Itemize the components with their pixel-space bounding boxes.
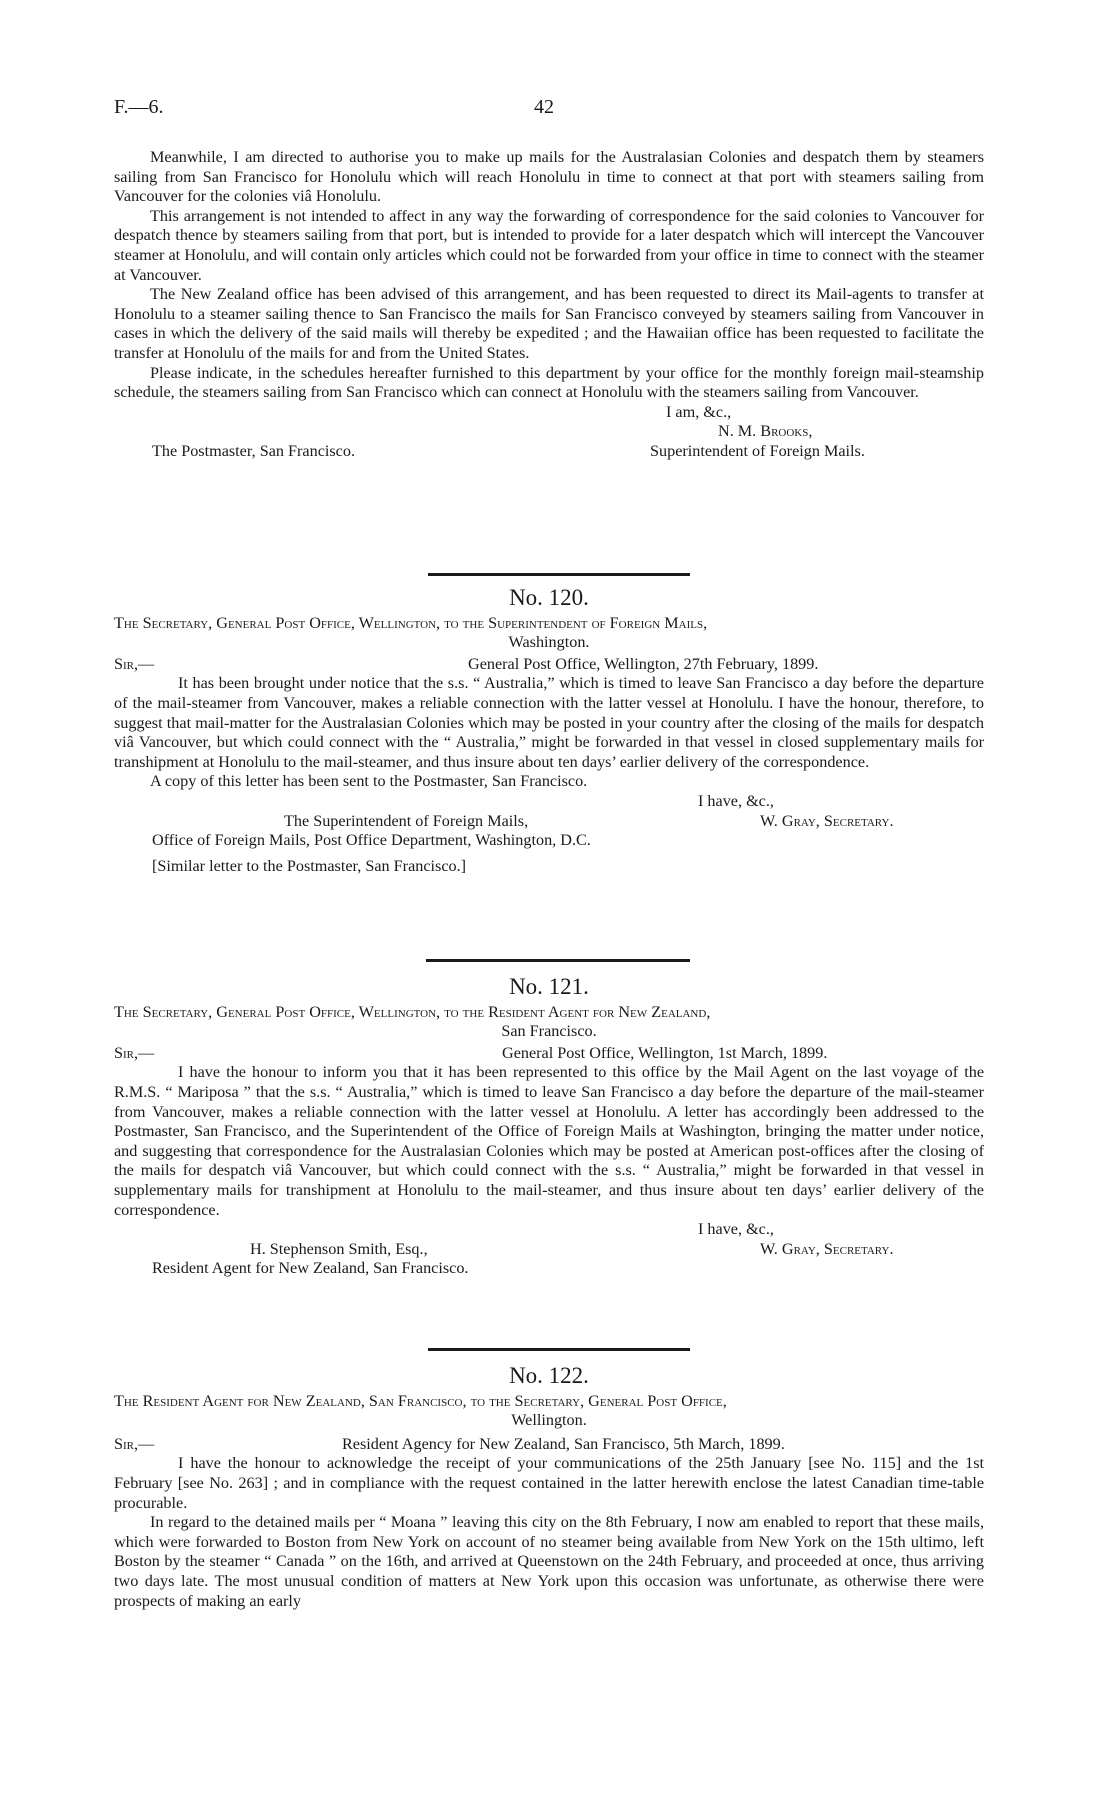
closing-row [114, 1220, 984, 1240]
letter-heading: The Resident Agent for New Zealand, San Francisco, to the Secretary, General Post Office, [114, 1391, 727, 1410]
addressee-row [114, 1240, 984, 1260]
signature-name: N. M. Brooks, [718, 422, 813, 441]
signature-row [114, 422, 984, 442]
signature-title: Superintendent of Foreign Mails. [650, 441, 865, 460]
letter-number-title: No. 122. [509, 1363, 589, 1388]
salutation: Sir,— [114, 1043, 155, 1062]
section-divider [428, 573, 690, 576]
addressee-row [114, 812, 984, 832]
salutation-row [114, 1435, 984, 1455]
addressee: The Superintendent of Foreign Mails, [284, 811, 529, 830]
addressee-office: Resident Agent for New Zealand, San Francisco. [152, 1259, 469, 1278]
signature: W. Gray, Secretary. [760, 811, 894, 830]
salutation: Sir,— [114, 1434, 155, 1453]
paragraph: A copy of this letter has been sent to the Postmaster, San Francisco. [150, 772, 588, 791]
paragraph: I have the honour to inform you that it has been represented to this office by the Mail Agent on the last voyage of the R.M.S. “ Mariposa ” that the s.s. “ Australia,” which is timed to leave San Francisco a day before the departure of the mail-steamer from Vancouver, makes a reliable connection with the latter vessel at Honolulu. A letter has accordingly been addressed to the Postmaster, San Francisco, and the Superintendent of the Office of Foreign Mails at Washington, bringing the matter under notice, and suggesting that correspondence for the Australasian Colonies which may be posted at American post-offices after the closing of the mails for despatch viâ Vancouver, but which could connect with the s.s. “ Australia,” might be forwarded in that vessel in supplementary mails for transhipment at Honolulu to the mail-steamer, and thus insure about ten days’ earlier delivery of the correspondence. [114, 1063, 984, 1219]
signature: W. Gray, Secretary. [760, 1239, 894, 1258]
addressee-row [114, 442, 984, 462]
page-number: 42 [534, 96, 554, 118]
letter-no-120 [114, 585, 984, 876]
closing: I have, &c., [698, 1220, 774, 1239]
place-date: General Post Office, Wellington, 27th February, 1899. [468, 654, 819, 673]
letter-no-121 [114, 974, 984, 1279]
paragraph: The New Zealand office has been advised of this arrangement, and has been requested to direct its Mail-agents to transfer at Honolulu to a steamer sailing thence to San Francisco the mails for San Francisco conveyed by steamers sailing from Vancouver in cases in which the delivery of the said mails will thereby be expedited ; and the Hawaiian office has been requested to facilitate the transfer at Honolulu of the mails for and from the United States. [114, 285, 984, 362]
addressee-row [114, 831, 984, 851]
salutation: Sir,— [114, 654, 155, 673]
salutation-row [114, 1044, 984, 1064]
place-date: Resident Agency for New Zealand, San Francisco, 5th March, 1899. [342, 1434, 785, 1453]
paragraph: This arrangement is not intended to affect in any way the forwarding of correspondence for the said colonies to Vancouver for despatch thence by steamers sailing from that port, but is intended to provide for a later despatch which will intercept the Vancouver steamer at Honolulu, and will contain only articles which could not be forwarded from your office in time to connect with the steamer at Vancouver. [114, 206, 984, 284]
letter-no-122 [114, 1363, 984, 1611]
paragraph: Please indicate, in the schedules hereafter furnished to this department by your office for the monthly foreign mail-steamship schedule, the steamers sailing from San Francisco which can connect at Honolulu with the steamers sailing from Vancouver. [114, 363, 984, 402]
addressee-row [114, 1259, 984, 1279]
place-date: General Post Office, Wellington, 1st March, 1899. [502, 1043, 828, 1062]
letter-heading-place: Wellington. [511, 1411, 587, 1430]
closing: I am, &c., [666, 402, 732, 421]
closing-row [114, 792, 984, 812]
salutation-row [114, 655, 984, 675]
letter-number-title: No. 121. [509, 974, 589, 999]
paragraph: In regard to the detained mails per “ Moana ” leaving this city on the 8th February, I now am enabled to report that these mails, which were forwarded to Boston from New York on account of no steamer being available from New York on the 15th ultimo, left Boston by the steamer “ Canada ” on the 16th, and arrived at Queenstown on the 24th February, and proceeded at once, thus arriving two days late. The most unusual condition of matters at New York upon this occasion was unfortunate, as otherwise there were prospects of making an early [114, 1513, 984, 1610]
paragraph: Meanwhile, I am directed to authorise you to make up mails for the Australasian Colonies and despatch them by steamers sailing from San Francisco for Honolulu which will reach Honolulu in time to connect at that port with steamers sailing from Vancouver for the colonies viâ Honolulu. [114, 148, 984, 206]
closing: I have, &c., [698, 791, 774, 810]
section-divider [428, 1348, 690, 1351]
letter-continuation [114, 148, 984, 462]
note-row [114, 857, 984, 877]
addressee-office: Office of Foreign Mails, Post Office Department, Washington, D.C. [152, 831, 591, 850]
letter-number-title: No. 120. [509, 585, 589, 610]
section-divider [426, 959, 690, 962]
page-header-series: F.—6. [114, 96, 164, 118]
letter-heading: The Secretary, General Post Office, Wellington, to the Superintendent of Foreign Mails, [114, 613, 708, 632]
addressee: The Postmaster, San Francisco. [152, 441, 356, 460]
letter-heading-place: Washington. [508, 633, 590, 652]
paragraph: It has been brought under notice that the s.s. “ Australia,” which is timed to leave San Francisco a day before the departure of the mail-steamer from Vancouver, makes a reliable connection with the latter vessel at Honolulu. I have the honour, therefore, to suggest that mail-matter for the Australasian Colonies which may be posted in your country after the closing of the mails for despatch viâ Vancouver, but which could connect with the “ Australia,” might be forwarded in that vessel in closed supplementary mails for transhipment at Honolulu to the mail-steamer, and thus insure about ten days’ earlier delivery of the correspondence. [114, 674, 984, 771]
closing-row [114, 403, 984, 423]
letter-heading: The Secretary, General Post Office, Wellington, to the Resident Agent for New Zealand, [114, 1002, 711, 1021]
paragraph: I have the honour to acknowledge the receipt of your communications of the 25th January [see No. 115] and the 1st February [see No. 263] ; and in compliance with the request contained in the latter herewith enclose the latest Canadian time-table procurable. [114, 1454, 984, 1512]
letter-heading-place: San Francisco. [501, 1022, 597, 1041]
addressee: H. Stephenson Smith, Esq., [250, 1239, 428, 1258]
similar-letter-note: [Similar letter to the Postmaster, San Francisco.] [152, 856, 467, 875]
